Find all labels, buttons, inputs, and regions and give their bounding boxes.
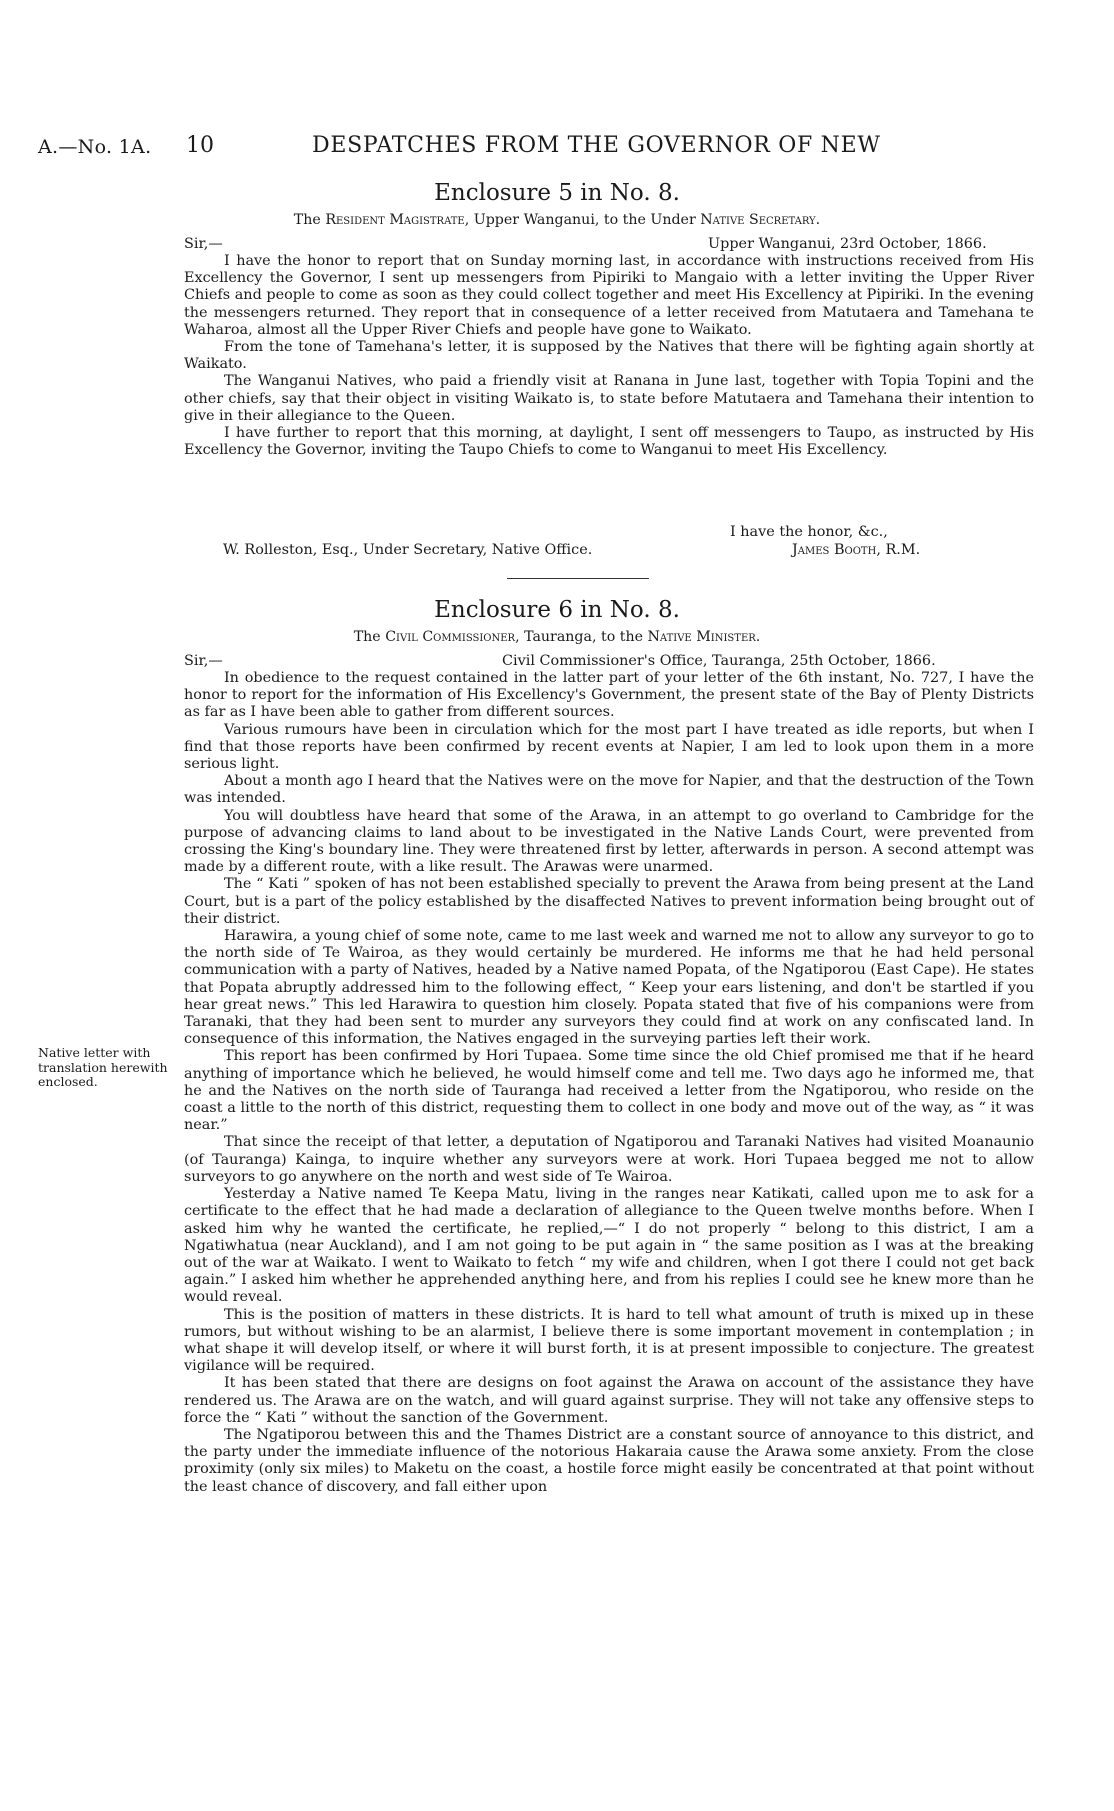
paragraph: This report has been confirmed by Hori Tupaea. Some time since the old Chief promised me that if he heard anything of importance which he believed, he would himself come and tell me. Two days ago he informed me, that he and the Natives on the north side of Tauranga had received a letter from the Ngatiporou, who reside on the coast a little to the north of this district, requesting them to collect in one body and move out of the way, as “ it was near.” (184, 1048, 1034, 1134)
enclosure-6-title: Enclosure 6 in No. 8. (434, 597, 680, 623)
paragraph: The Wanganui Natives, who paid a friendly visit at Ranana in June last, together with Topia Topini and the other chiefs, say that their object in visiting Waikato is, to state before Matutaera and Tamehana their intention to give in their allegiance to the Queen. (184, 373, 1034, 424)
paragraph: Harawira, a young chief of some note, came to me last week and warned me not to allow any surveyor to go to the north side of Te Wairoa, as they would certainly be murdered. He informs me that he had held personal communication with a party of Natives, headed by a Native named Popata, of the Ngatiporou (East Cape). He states that Popata abruptly addressed him to the following effect, “ Keep your ears listening, and don't be startled if you hear great news.” This led Harawira to question him closely. Popata stated that five of his companions were from Taranaki, that they had been sent to murder any surveyors they could find at work on any confiscated land. In consequence of this information, the Natives engaged in the surveying parties left their work. (184, 928, 1034, 1048)
running-title: DESPATCHES FROM THE GOVERNOR OF NEW (312, 133, 881, 158)
paragraph: In obedience to the request contained in the latter part of your letter of the 6th instant, No. 727, I have the honor to report for the information of His Excellency's Government, the present state of the Bay of Plenty Districts as far as I have been able to gather from different sources. (184, 670, 1034, 721)
enclosure-6-body (184, 670, 1034, 1496)
enclosure-5-body (184, 253, 1034, 459)
page-number: 10 (186, 133, 214, 158)
enclosure-5-subtitle: The Resident Magistrate, Upper Wanganui, to the Under Native Secretary. (293, 212, 821, 228)
paragraph: I have the honor to report that on Sunday morning last, in accordance with instructions received from His Excellency the Governor, I sent up messengers from Pipiriki to Mangaio with a letter inviting the Upper River Chiefs and people to come as soon as they could collect together and meet His Excellency at Pipiriki. In the evening the messengers returned. They report that in consequence of a letter received from Matutaera and Tamehana te Waharoa, almost all the Upper River Chiefs and people have gone to Waikato. (184, 253, 1034, 338)
paragraph: That since the receipt of that letter, a deputation of Ngatiporou and Taranaki Natives had visited Moanaunio (of Tauranga) Kainga, to inquire whether any surveyors were at work. Hori Tupaea begged me not to allow surveyors to go anywhere on the north and west side of Te Wairoa. (184, 1134, 1034, 1185)
paragraph: Various rumours have been in circulation which for the most part I have treated as idle reports, but when I find that those reports have been confirmed by recent events at Napier, I am led to look upon them in a more serious light. (184, 721, 1034, 773)
margin-note: Native letter with translation herewith enclosed. (38, 1045, 168, 1089)
paragraph: From the tone of Tamehana's letter, it is supposed by the Natives that there will be fighting again shortly at Waikato. (184, 339, 1034, 373)
paragraph: The Ngatiporou between this and the Thames District are a constant source of annoyance to this district, and the party under the immediate influence of the notorious Hakaraia cause the Arawa some anxiety. From the close proximity (only six miles) to Maketu on the coast, a hostile force might easily be concentrated at that point without the least chance of discovery, and fall either upon (184, 1426, 1034, 1495)
enclosure-6-subtitle: The Civil Commissioner, Tauranga, to the Native Minister. (353, 629, 761, 645)
enclosure-5-salutation: Sir,— (184, 236, 223, 252)
enclosure-6-date-line: Civil Commissioner's Office, Tauranga, 25th October, 1866. (502, 653, 936, 669)
paragraph: You will doubtless have heard that some of the Arawa, in an attempt to go overland to Cambridge for the purpose of advancing claims to land about to be investigated in the Native Lands Court, were prevented from crossing the King's boundary line. They were threatened first by letter, afterwards in person. A second attempt was made by a different route, with a like result. The Arawas were unarmed. (184, 807, 1034, 876)
document-reference: A.—No. 1A. (38, 136, 152, 158)
section-divider (507, 578, 649, 579)
enclosure-5-title: Enclosure 5 in No. 8. (434, 180, 680, 206)
paragraph: The “ Kati ” spoken of has not been established specially to prevent the Arawa from being present at the Land Court, but is a part of the policy established by the disaffected Natives to prevent information being brought out of their district. (184, 876, 1034, 927)
enclosure-6-salutation: Sir,— (184, 653, 223, 669)
paragraph: This is the position of matters in these districts. It is hard to tell what amount of truth is mixed up in these rumors, but without wishing to be an alarmist, I believe there is some important movement in contemplation ; in what shape it will develop itself, or where it will burst forth, it is at present impossible to conjecture. The greatest vigilance will be required. (184, 1306, 1034, 1375)
paragraph: It has been stated that there are designs on foot against the Arawa on account of the assistance they have rendered us. The Arawa are on the watch, and will guard against surprise. They will not take any offensive steps to force the “ Kati ” without the sanction of the Government. (184, 1375, 1034, 1426)
paragraph: About a month ago I heard that the Natives were on the move for Napier, and that the destruction of the Town was intended. (184, 773, 1034, 807)
enclosure-5-addressee: W. Rolleston, Esq., Under Secretary, Native Office. (223, 542, 593, 558)
enclosure-5-signature: James Booth, R.M. (792, 542, 921, 558)
enclosure-5-date-line: Upper Wanganui, 23rd October, 1866. (708, 236, 987, 252)
paragraph: I have further to report that this morning, at daylight, I sent off messengers to Taupo, as instructed by His Excellency the Governor, inviting the Taupo Chiefs to come to Wanganui to meet His Excellency. (184, 425, 1034, 459)
paragraph: Yesterday a Native named Te Keepa Matu, living in the ranges near Katikati, called upon me to ask for a certificate to the effect that he had made a declaration of allegiance to the Queen twelve months before. When I asked him why he wanted the certificate, he replied,—“ I do not properly “ belong to this district, I am a Ngatiwhatua (near Auckland), and I am not going to be put again in “ the same position as I was at the breaking out of the war at Waikato. I went to Waikato to fetch “ my wife and children, when I got there I could not get back again.” I asked him whether he apprehended anything here, and from his replies I could see he knew more than he would reveal. (184, 1186, 1034, 1306)
enclosure-5-closing: I have the honor, &c., (730, 524, 888, 540)
